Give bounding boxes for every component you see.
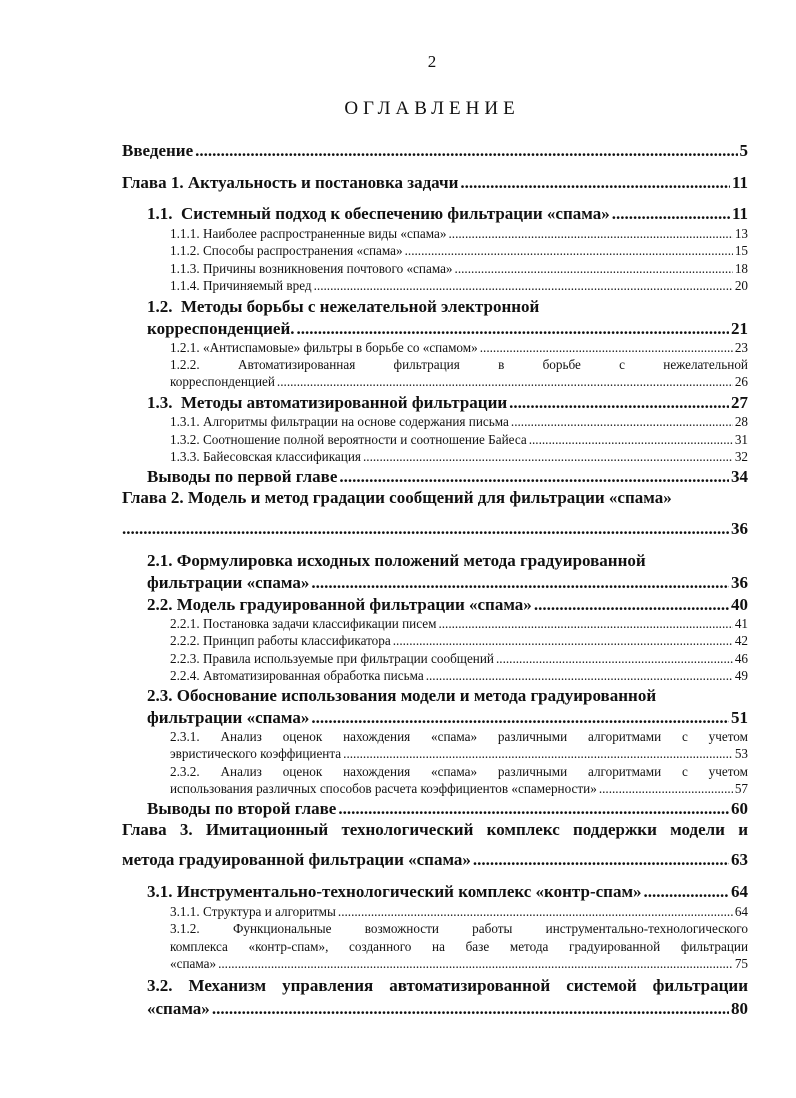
toc-entry-subsection-1-3-2[interactable] [170, 432, 748, 448]
toc-page-number: 36 [731, 573, 748, 592]
leader-dots [599, 781, 733, 797]
leader-dots [426, 668, 733, 684]
leader-dots [460, 173, 730, 193]
toc-entry-chapter-1[interactable] [122, 173, 748, 193]
word: с [619, 357, 625, 372]
leader-dots [509, 393, 729, 413]
toc-entry-subsection-1-3-1[interactable] [170, 414, 748, 430]
leader-dots [311, 708, 729, 728]
toc-entry-text: 1.1. Системный подход к обеспечению фильтрации «спама» [147, 204, 610, 223]
toc-entry-subsection-1-1-3[interactable] [170, 261, 748, 277]
toc-entry-text: метода градуированной фильтрации «спама» [122, 850, 471, 869]
leader-dots [339, 467, 729, 487]
leader-dots [534, 595, 729, 615]
toc-entry-text: 1.1.4. Причиняемый вред [170, 278, 312, 293]
leader-dots [480, 340, 733, 356]
leader-dots [612, 204, 730, 224]
toc-page-number: 11 [731, 173, 748, 192]
toc-entry-text: 1.1.1. Наиболее распространенные виды «спама» [170, 226, 447, 241]
toc-entry-intro[interactable] [122, 141, 748, 161]
toc-entry-subsection-1-1-1[interactable] [170, 226, 748, 242]
toc-entry-subsection-2-2-2[interactable] [170, 633, 748, 649]
toc-entry-section-2-1-line1[interactable]: 2.1. Формулировка исходных положений метода градуированной [147, 551, 646, 570]
toc-page-number: 46 [734, 651, 748, 666]
toc-page-number: 26 [734, 374, 748, 389]
toc-entry-chapter-3-line1[interactable]: Глава 3. Имитационный технологический комплекс поддержки модели и [122, 820, 748, 839]
toc-entry-conclusions-2[interactable] [147, 799, 748, 819]
word: 1.2.2. [170, 357, 200, 372]
toc-entry-text: корреспонденцией. [147, 319, 295, 338]
toc-entry-subsection-1-2-1[interactable] [170, 340, 748, 356]
leader-dots [529, 432, 733, 448]
leader-dots [195, 141, 737, 161]
toc-entry-subsection-3-1-2-line2[interactable]: комплекса «контр-спам», созданного на базе метода градуированной фильтрации [170, 939, 748, 954]
toc-entry-subsection-1-1-4[interactable] [170, 278, 748, 294]
word: в [498, 357, 505, 372]
leader-dots [438, 616, 732, 632]
toc-entry-text: 2.2.2. Принцип работы классификатора [170, 633, 391, 648]
leader-dots [338, 799, 729, 819]
toc-page-number: 42 [734, 633, 748, 648]
toc-entry-section-2-2[interactable] [147, 595, 748, 615]
toc-page-number: 63 [731, 850, 748, 869]
leader-dots [277, 374, 733, 390]
toc-entry-text: 1.3.2. Соотношение полной вероятности и соотношение Байеса [170, 432, 527, 447]
toc-entry-subsection-2-2-3[interactable] [170, 651, 748, 667]
toc-page-number: 51 [731, 708, 748, 727]
toc-entry-chapter-2-line1[interactable]: Глава 2. Модель и метод градации сообщений для фильтрации «спама» [122, 488, 672, 507]
toc-entry-section-1-2-line1[interactable]: 1.2. Методы борьбы с нежелательной электронной [147, 297, 540, 316]
toc-entry-section-1-1[interactable] [147, 204, 748, 224]
page-number: 2 [427, 52, 437, 71]
toc-entry-subsection-2-3-2[interactable] [170, 781, 748, 797]
word: фильтрация [393, 357, 460, 372]
leader-dots [511, 414, 733, 430]
toc-page-number: 49 [734, 668, 748, 683]
toc-entry-subsection-2-3-1-line1[interactable]: 2.3.1. Анализ оценок нахождения «спама» различными алгоритмами с учетом [170, 729, 748, 744]
toc-page-number: 31 [734, 432, 748, 447]
leader-dots [393, 633, 733, 649]
toc-entry-chapter-2[interactable] [122, 519, 748, 539]
toc-entry-chapter-3[interactable] [122, 850, 748, 870]
toc-page-number: 36 [731, 519, 748, 538]
toc-page-number: 75 [734, 956, 748, 971]
toc-entry-text: Введение [122, 141, 194, 160]
toc-entry-text: 1.3.3. Байесовская классификация [170, 449, 361, 464]
toc-page-number: 80 [731, 999, 748, 1018]
toc-entry-subsection-1-1-2[interactable] [170, 243, 748, 259]
toc-entry-text: эвристического коэффициента [170, 746, 342, 761]
leader-dots [644, 882, 729, 902]
leader-dots [218, 956, 733, 972]
toc-page-number: 23 [734, 340, 748, 355]
toc-page-number: 5 [739, 141, 748, 160]
toc-entry-section-2-1[interactable] [147, 573, 748, 593]
toc-entry-text: фильтрации «спама» [147, 708, 310, 727]
leader-dots [343, 746, 733, 762]
toc-entry-text: Выводы по второй главе [147, 799, 337, 818]
toc-page-number: 20 [734, 278, 748, 293]
toc-entry-subsection-3-1-2[interactable] [170, 956, 748, 972]
toc-entry-text: Глава 1. Актуальность и постановка задачи [122, 173, 459, 192]
toc-entry-text: 3.1. Инструментально-технологический комплекс «контр-спам» [147, 882, 642, 901]
toc-entry-subsection-2-3-2-line1[interactable]: 2.3.2. Анализ оценок нахождения «спама» различными алгоритмами с учетом [170, 764, 748, 779]
toc-entry-section-1-2[interactable] [147, 319, 748, 339]
toc-page-number: 40 [731, 595, 748, 614]
page-title: ОГЛАВЛЕНИЕ [344, 98, 520, 119]
toc-entry-subsection-3-1-1[interactable] [170, 904, 748, 920]
word: нежелательной [663, 357, 748, 372]
toc-entry-section-3-2-line1[interactable]: 3.2. Механизм управления автоматизированной системой фильтрации [147, 976, 748, 995]
toc-entry-text: 1.1.2. Способы распространения «спама» [170, 243, 403, 258]
toc-entry-text: 2.2.4. Автоматизированная обработка письма [170, 668, 424, 683]
leader-dots [455, 261, 733, 277]
toc-entry-text: 1.3.1. Алгоритмы фильтрации на основе содержания письма [170, 414, 509, 429]
toc-entry-subsection-2-2-1[interactable] [170, 616, 748, 632]
toc-page-number: 15 [734, 243, 748, 258]
leader-dots [297, 319, 730, 339]
leader-dots [122, 519, 729, 539]
leader-dots [473, 850, 729, 870]
toc-page-number: 21 [731, 319, 748, 338]
toc-page-number: 18 [734, 261, 748, 276]
toc-entry-section-2-3-line1[interactable]: 2.3. Обоснование использования модели и метода градуированной [147, 686, 657, 705]
leader-dots [314, 278, 733, 294]
toc-entry-text: Выводы по первой главе [147, 467, 338, 486]
toc-entry-subsection-2-2-4[interactable] [170, 668, 748, 684]
toc-entry-text: 3.1.1. Структура и алгоритмы [170, 904, 336, 919]
leader-dots [338, 904, 733, 920]
toc-entry-text: «спама» [170, 956, 217, 971]
toc-page-number: 27 [731, 393, 748, 412]
toc-entry-text: 2.2.3. Правила используемые при фильтрации сообщений [170, 651, 494, 666]
toc-entry-section-1-3[interactable] [147, 393, 748, 413]
toc-page-number: 41 [734, 616, 748, 631]
leader-dots [311, 573, 729, 593]
toc-page-number: 13 [734, 226, 748, 241]
toc-page-number: 34 [731, 467, 748, 486]
toc-entry-conclusions-1[interactable] [147, 467, 748, 487]
toc-page-number: 64 [731, 882, 748, 901]
toc-entry-subsection-1-2-2[interactable] [170, 374, 748, 390]
toc-page-number: 64 [734, 904, 748, 919]
leader-dots [448, 226, 732, 242]
toc-entry-text: 1.3. Методы автоматизированной фильтрации [147, 393, 508, 412]
toc-entry-subsection-1-3-3[interactable] [170, 449, 748, 465]
toc-entry-subsection-1-2-2-line1[interactable] [170, 357, 748, 373]
leader-dots [496, 651, 733, 667]
leader-dots [363, 449, 733, 465]
toc-entry-text: 2.2.1. Постановка задачи классификации писем [170, 616, 437, 631]
toc-entry-text: корреспонденцией [170, 374, 275, 389]
toc-entry-text: использования различных способов расчета коэффициентов «спамерности» [170, 781, 597, 796]
toc-entry-text: 1.2.1. «Антиспамовые» фильтры в борьбе со «спамом» [170, 340, 478, 355]
toc-entry-text: 1.1.3. Причины возникновения почтового «спама» [170, 261, 453, 276]
leader-dots [212, 999, 729, 1019]
toc-entry-section-3-1[interactable] [147, 882, 748, 902]
toc-entry-section-3-2[interactable] [147, 999, 748, 1019]
toc-page-number: 57 [734, 781, 748, 796]
toc-entry-subsection-3-1-2-line1[interactable]: 3.1.2. Функциональные возможности работы инструментально-технологического [170, 921, 748, 936]
word: Автоматизированная [237, 357, 356, 372]
toc-entry-text: фильтрации «спама» [147, 573, 310, 592]
toc-entry-section-2-3[interactable] [147, 708, 748, 728]
toc-page-number: 60 [731, 799, 748, 818]
toc-entry-subsection-2-3-1[interactable] [170, 746, 748, 762]
toc-page-number: 32 [734, 449, 748, 464]
toc-page-number: 28 [734, 414, 748, 429]
leader-dots [405, 243, 733, 259]
toc-page-number: 53 [734, 746, 748, 761]
toc-entry-text: 2.2. Модель градуированной фильтрации «спама» [147, 595, 532, 614]
toc-entry-text: «спама» [147, 999, 210, 1018]
toc-page-number: 11 [731, 204, 748, 223]
word: борьбе [542, 357, 581, 372]
